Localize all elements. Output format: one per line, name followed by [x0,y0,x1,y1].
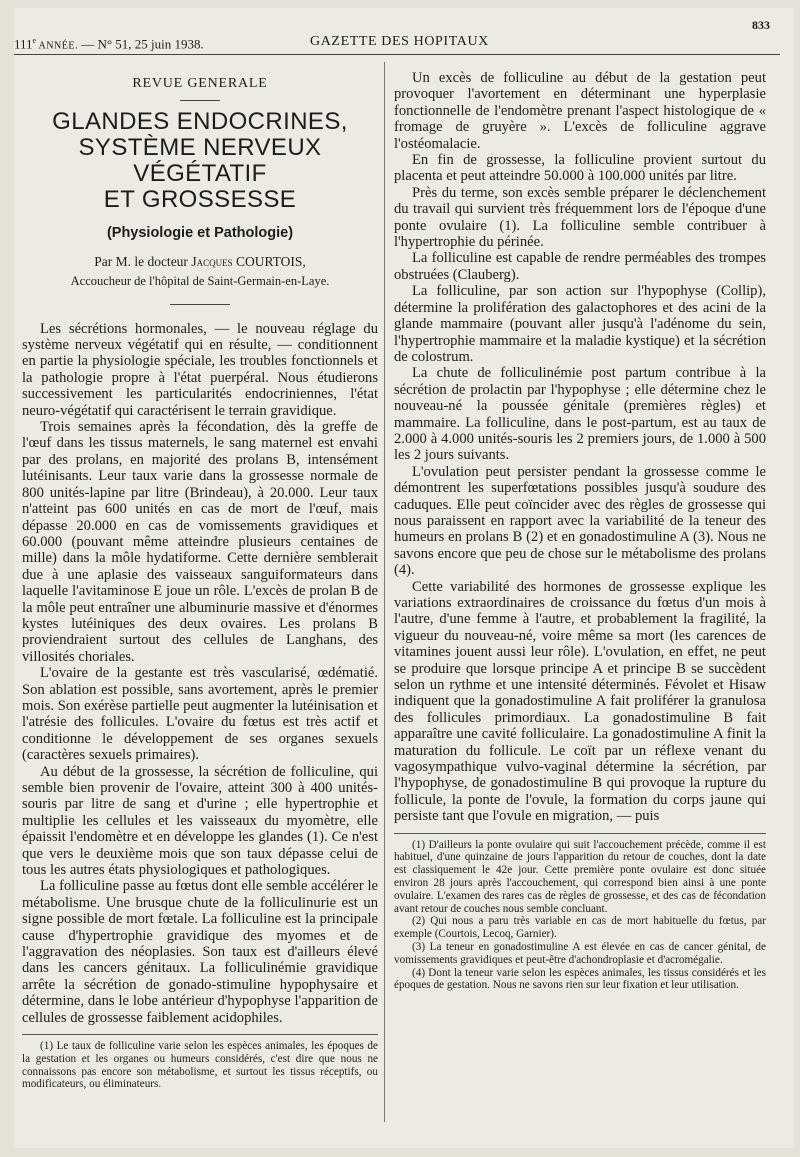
paragraph: La folliculine est capable de rendre perméables des trompes obstruées (Clauberg). [394,250,766,283]
title-line: SYSTÈME NERVEUX VÉGÉTATIF [78,134,322,188]
footnote: (3) La teneur en gonadostimuline A est élevée en cas de cancer génital, de vomissements gravidiques et peut-être d'achondroplasie et d'acromégalie. [394,941,766,966]
issue-number: 111 [14,36,33,52]
paragraph: Cette variabilité des hormones de grossesse explique les variations extraordinaires de croissance du fœtus d'un mois à l'autre, d'une femme à l'autre, et probablement la fragilité, la vigueur du nouveau-né, voire même sa mort (les carences de vitamines jouent aussi leur rôle). L'ovulation, en effet, ne peut se produire que lorsque principe A et principe B se succèdent selon un rythme et une intensité déterminés. Févolet et Hisaw indiquent que la gonadostimuline A fait proliférer la granulosa des follicules primordiaux. La gonadostimuline B fait apparaître une cavité folliculaire. La gonadostimuline A finit la maturation du follicule. Le coït par un réflexe venant du vagosympathique vulvo-vaginal détermine la sécrétion, par l'hypophyse, de gonadostimuline B qui provoque la rupture du follicule, la ponte de l'ovule, la formation du corps jaune qui persiste tant que l'ovule en migration, — puis [394,578,766,825]
author-name: Jacques COURTOIS, [191,253,306,269]
right-footnotes [394,839,766,993]
footnote-rule [22,1034,378,1035]
right-column [394,70,766,992]
column-divider [384,62,385,1122]
running-header [14,18,780,55]
article-title [22,109,378,213]
paragraph: La folliculine passe au fœtus dont elle semble accélérer le métabolisme. Une brusque chute de la folliculinurie est un signe possible de mort fœtale. La folliculine est la principale cause d'hypertrophie gravidique des myomes et de l'aggravation des néoplasies. Son taux est d'ailleurs élevé dans les cancers génitaux. La folliculinémie gravidique arrête la sécrétion de gonado-stimuline hypophysaire et détermine, dans le lobe antérieur d'hypophyse l'apparition de cellules de grossesse faiblement acidophiles. [22,878,378,1026]
paragraph: L'ovaire de la gestante est très vascularisé, œdématié. Son ablation est possible, sans avortement, après le premier mois. Son exérèse partielle peut augmenter la lutéinisation et l'atrésie des follicules. L'ovaire du fœtus est très actif et conditionne le développement de ses organes sexuels (caractères sexuels primaires). [22,665,378,764]
issue-superscript: e [32,36,37,45]
page-number: 833 [752,18,770,32]
issue-date: — N° 51, 25 juin 1938. [77,36,204,52]
title-line: GLANDES ENDOCRINES, [52,108,348,136]
rubric: REVUE GENERALE [132,76,268,91]
footnote: (2) Qui nous a paru très variable en cas de mort habituelle du fœtus, par exemple (Courtois, Lecoq, Garnier). [394,915,766,941]
paragraph: Trois semaines après la fécondation, dès la greffe de l'œuf dans les tissus maternels, le sang maternel est envahi par des prolans, en majorité des prolans B, intensément lutéinisants. Leur taux varie dans la grossesse normale de 800 unités-lapine par litre (Brindeau), à 20.000. Leur taux n'atteint pas 600 unités en cas de mort de l'œuf, mais dépasse 20.000 en cas de vomissements gravidiques et 60.000 (pouvant même atteindre plusieurs centaines de mille) dans la môle hydatiforme. Cette dernière semblerait due à une aplasie des vaisseaux sanguiformateurs dans laquelle l'avitaminose E joue un rôle. L'excès de prolan B de la môle peut entraîner une albuminurie massive et d'énormes kystes lutéiniques des deux ovaires. Les prolans B proviendraient surtout des cellules de Langhans, des villosités choriales. [22,419,378,665]
right-body [394,70,766,825]
footnote: (4) Dont la teneur varie selon les espèces animales, les tissus considérés et les époques de gestation. Nous ne savons rien sur leur fixation et leur utilisation. [394,966,766,992]
paragraph: La folliculine, par son action sur l'hypophyse (Collip), détermine la prolifération des galactophores et des acini de la glande mammaire (pouvant aller jusqu'à l'adénome du sein, l'hypertrophie mammaire et la maladie kystique) et la sécrétion de colostrum. [394,283,766,365]
paragraph: Un excès de folliculine au début de la gestation peut provoquer l'avortement en déterminant une hyperplasie fonctionnelle de l'endomètre prenant l'aspect histologique de « fromage de gruyère ». L'excès de folliculine aggrave l'ostéomalacie. [394,70,766,152]
left-footnotes [22,1040,378,1091]
article-subtitle: (Physiologie et Pathologie) [106,225,294,242]
author-prefix: Par M. le docteur [94,253,192,269]
left-column [22,70,378,1091]
paragraph: L'ovulation peut persister pendant la grossesse comme le démontrent les superfœtations possibles jusqu'à soudure des caduques. Elle peut coïncider avec des règles de grossesse qui nous paraissent en rapport avec la variabilité de la teneur des humeurs en prolans B (2) et en gonadostimuline A (3). Nous ne savons encore que peu de chose sur le métabolisme des prolans (4). [394,463,766,579]
paragraph: En fin de grossesse, la folliculine provient surtout du placenta et peut atteindre 50.000 à 100.000 unités par litre. [394,152,766,185]
footnote-rule [394,833,766,834]
issue-info [14,36,204,52]
title-rule [170,304,230,305]
footnote: (1) Le taux de folliculine varie selon les espèces animales, les époques de la gestation et les organes ou humeurs considérés, c'est dire que nous ne connaissons pas encore son métabolisme, et surtout les tissus réceptifs, ou modificateurs, ou éliminateurs. [22,1040,378,1091]
footnote: (1) D'ailleurs la ponte ovulaire qui suit l'accouchement précède, comme il est habituel, d'une quinzaine de jours l'apparition du retour de couches, dont la date est classiquement le 42e jour. Cette première ponte ovulaire est donc située environ 28 jours après l'accouchement, qui correspond bien ainsi à une ponte ovulaire. L'examen des rares cas de règles de grossesse, et des cas de fécondation avant retour de couches nous semble concluant. [394,838,766,915]
paragraph: Les sécrétions hormonales, — le nouveau réglage du système nerveux végétatif qui en résulte, — conditionnent en partie la physiologie spéciale, les troubles fonctionnels et la pathologie propre à l'état puerpéral. Nous étudierons successivement les particularités endocriniennes, l'état neuro-végétatif qui caractérisent le terrain gravidique. [22,320,378,419]
title-line: ET GROSSESSE [103,186,297,214]
paragraph: Au début de la grossesse, la sécrétion de folliculine, qui semble bien provenir de l'ovaire, atteint 300 à 400 unités-souris par litre de sang et d'urine ; elle hypertrophie et multiplie les cellules et les vaisseaux du myomètre, elle épaissit l'endomètre et en développe les glandes (1). Ce n'est que vers le deuxième mois que son taux dépasse celui de tous les autres états physiologiques et pathologiques. [22,763,378,879]
left-body [22,321,378,1026]
author-affiliation: Accoucheur de l'hôpital de Saint-Germain-en-Laye. [70,274,330,289]
rubric-rule [180,100,220,101]
journal-name: GAZETTE DES HOPITAUX [310,34,489,49]
author-line [22,254,378,270]
paragraph: La chute de folliculinémie post partum contribue à la sécrétion de prolactin par l'hypophyse ; elle détermine chez le nouveau-né la poussée génitale (premières règles) et mammaire. La folliculine, dans le post-partum, est au taux de 2.000 à 4.000 unités-souris les 2 premiers jours, de 1.000 à 500 les 2 jours suivants. [394,365,766,464]
issue-annee: ANNÉE. [36,40,78,52]
paragraph: Près du terme, son excès semble préparer le déclenchement du travail qui survient très fréquemment lors de l'époque d'une ponte ovulaire (1). La folliculine semble contribuer à l'hypertrophie du périnée. [394,184,766,251]
